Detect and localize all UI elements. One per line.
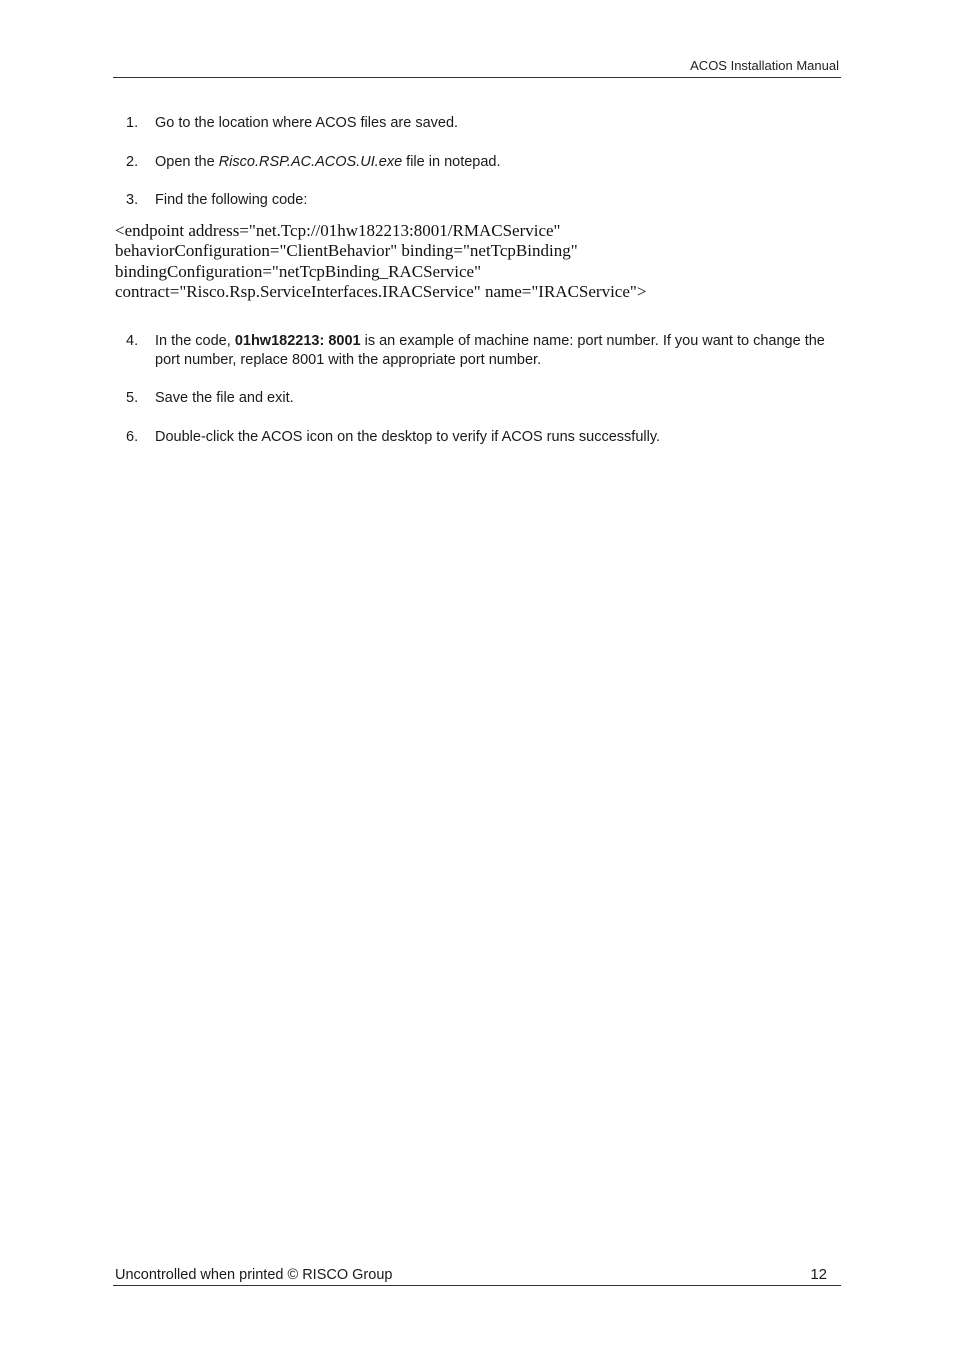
step-number: 1. <box>126 115 139 131</box>
step-number: 5. <box>126 390 139 406</box>
code-snippet: <endpoint address="net.Tcp://01hw182213:8001/RMACService" behaviorConfiguration="ClientBehavior" binding="netTcpBinding" bindingConfiguration="netTcpBinding_RACService" contract="Risco.Rsp.ServiceInterfaces.IRACService" name="IRACService"> <box>115 221 647 301</box>
step-4 <box>113 332 838 370</box>
machine-port-example: 01hw182213: 8001 <box>234 333 361 349</box>
steps-list-part1 <box>113 114 833 210</box>
step-5 <box>113 389 838 408</box>
document-title: ACOS Installation Manual <box>690 58 839 73</box>
step-text: Find the following code: <box>155 192 308 208</box>
file-name: Risco.RSP.AC.ACOS.UI.exe <box>218 154 403 170</box>
page-footer <box>113 1265 841 1286</box>
copyright-notice: Uncontrolled when printed © RISCO Group <box>115 1267 393 1283</box>
step-text: Go to the location where ACOS files are saved. <box>155 115 459 131</box>
step-2 <box>113 153 833 172</box>
step-1 <box>113 114 833 133</box>
step-number: 6. <box>126 429 139 445</box>
step-text-after: is an example of machine name: port number. If you want to change the port number, replace 8001 with the appropriate port number. <box>155 333 825 368</box>
step-number: 2. <box>126 154 139 170</box>
step-6 <box>113 428 838 447</box>
step-text: Double-click the ACOS icon on the desktop to verify if ACOS runs successfully. <box>155 429 661 445</box>
page-number: 12 <box>810 1266 827 1283</box>
step-3 <box>113 191 833 210</box>
step-text: Save the file and exit. <box>155 390 294 406</box>
step-text-before: In the code, <box>155 333 235 349</box>
page-header <box>113 56 841 78</box>
step-number: 4. <box>126 333 139 349</box>
step-number: 3. <box>126 192 139 208</box>
step-text-before: Open the <box>155 154 219 170</box>
step-text-after: file in notepad. <box>402 154 501 170</box>
steps-list-part2 <box>113 332 838 447</box>
